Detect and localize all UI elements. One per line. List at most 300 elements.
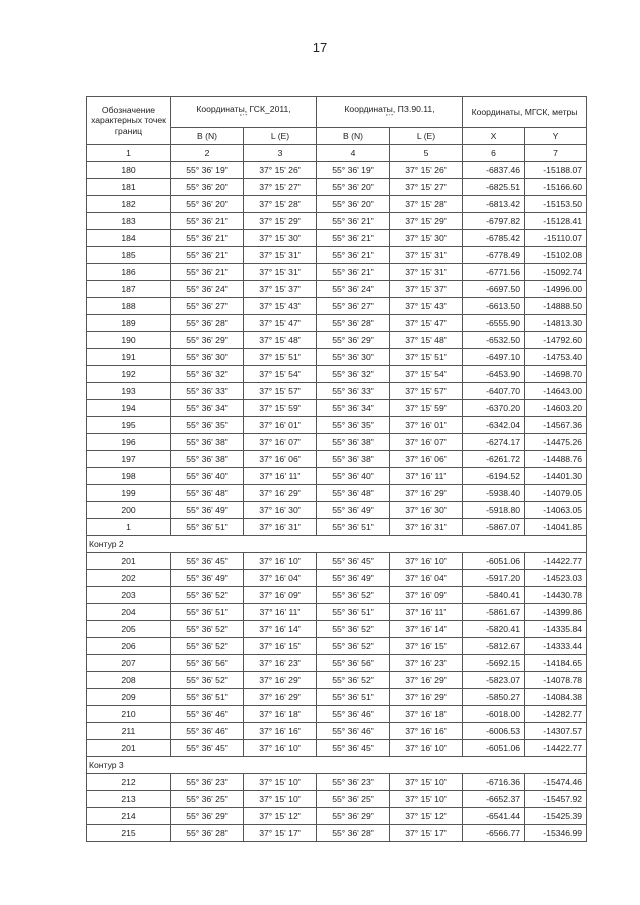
b-gsk-cell: 55° 36' 51" [171,604,244,621]
x-cell: -6194.52 [463,468,525,485]
point-id-cell: 215 [87,825,171,842]
point-id-cell: 192 [87,366,171,383]
l-gsk-cell: 37° 16' 15" [244,638,317,655]
header-b-pz: B (N) [317,128,390,145]
point-id-cell: 201 [87,740,171,757]
y-cell: -15346.99 [525,825,587,842]
y-cell: -14698.70 [525,366,587,383]
l-pz-cell: 37° 15' 54" [390,366,463,383]
point-id-cell: 211 [87,723,171,740]
l-pz-cell: 37° 16' 23" [390,655,463,672]
y-cell: -15188.07 [525,162,587,179]
l-pz-cell: 37° 16' 10" [390,740,463,757]
header-pz-90-11 [317,97,463,128]
b-pz-cell: 55° 36' 34" [317,400,390,417]
y-cell: -15425.39 [525,808,587,825]
table-row [87,723,587,740]
b-pz-cell: 55° 36' 48" [317,485,390,502]
point-id-cell: 185 [87,247,171,264]
y-cell: -15102.08 [525,247,587,264]
l-pz-cell: 37° 16' 11" [390,604,463,621]
l-pz-cell: 37° 15' 37" [390,281,463,298]
point-id-cell: 206 [87,638,171,655]
b-pz-cell: 55° 36' 51" [317,604,390,621]
l-gsk-cell: 37° 16' 29" [244,485,317,502]
x-cell: -6813.42 [463,196,525,213]
l-gsk-cell: 37° 15' 30" [244,230,317,247]
b-pz-cell: 55° 36' 21" [317,230,390,247]
table-row [87,553,587,570]
l-pz-cell: 37° 15' 47" [390,315,463,332]
point-id-cell: 184 [87,230,171,247]
table-row [87,468,587,485]
y-cell: -15166.60 [525,179,587,196]
x-cell: -5823.07 [463,672,525,689]
table-row [87,366,587,383]
l-gsk-cell: 37° 15' 26" [244,162,317,179]
b-gsk-cell: 55° 36' 21" [171,264,244,281]
table-row [87,740,587,757]
x-cell: -6261.72 [463,451,525,468]
header-pz-90-11-label: Координаты, ПЗ.90.11, [344,104,435,114]
table-row [87,281,587,298]
point-id-cell: 212 [87,774,171,791]
table-row [87,247,587,264]
point-id-cell: 1 [87,519,171,536]
b-gsk-cell: 55° 36' 35" [171,417,244,434]
b-gsk-cell: 55° 36' 21" [171,213,244,230]
table-row [87,638,587,655]
b-gsk-cell: 55° 36' 34" [171,400,244,417]
point-id-cell: 193 [87,383,171,400]
point-id-cell: 196 [87,434,171,451]
l-gsk-cell: 37° 15' 28" [244,196,317,213]
b-gsk-cell: 55° 36' 27" [171,298,244,315]
y-cell: -14603.20 [525,400,587,417]
header-y: Y [525,128,587,145]
b-pz-cell: 55° 36' 49" [317,502,390,519]
point-id-cell: 204 [87,604,171,621]
column-number: 2 [171,145,244,162]
b-pz-cell: 55° 36' 23" [317,774,390,791]
header-row-numbers [87,145,587,162]
point-id-cell: 208 [87,672,171,689]
point-id-cell: 180 [87,162,171,179]
header-gsk-2011 [171,97,317,128]
y-cell: -14475.26 [525,434,587,451]
header-l-gsk: L (E) [244,128,317,145]
b-pz-cell: 55° 36' 49" [317,570,390,587]
b-pz-cell: 55° 36' 38" [317,434,390,451]
b-pz-cell: 55° 36' 24" [317,281,390,298]
column-number: 7 [525,145,587,162]
x-cell: -6785.42 [463,230,525,247]
table-body [87,162,587,842]
point-id-cell: 197 [87,451,171,468]
b-pz-cell: 55° 36' 19" [317,162,390,179]
b-gsk-cell: 55° 36' 33" [171,383,244,400]
x-cell: -5938.40 [463,485,525,502]
x-cell: -5918.80 [463,502,525,519]
x-cell: -6342.04 [463,417,525,434]
l-pz-cell: 37° 16' 04" [390,570,463,587]
l-pz-cell: 37° 16' 15" [390,638,463,655]
y-cell: -14078.78 [525,672,587,689]
b-pz-cell: 55° 36' 30" [317,349,390,366]
table-row [87,570,587,587]
l-pz-cell: 37° 16' 14" [390,621,463,638]
b-pz-cell: 55° 36' 52" [317,587,390,604]
point-id-cell: 198 [87,468,171,485]
x-cell: -6825.51 [463,179,525,196]
l-gsk-cell: 37° 16' 11" [244,468,317,485]
table-row [87,264,587,281]
x-cell: -6370.20 [463,400,525,417]
point-id-cell: 191 [87,349,171,366]
b-pz-cell: 55° 36' 40" [317,468,390,485]
l-pz-cell: 37° 16' 07" [390,434,463,451]
y-cell: -14399.86 [525,604,587,621]
l-pz-cell: 37° 16' 29" [390,485,463,502]
b-gsk-cell: 55° 36' 46" [171,723,244,740]
b-gsk-cell: 55° 36' 29" [171,808,244,825]
y-cell: -14184.65 [525,655,587,672]
x-cell: -5850.27 [463,689,525,706]
y-cell: -14488.76 [525,451,587,468]
b-gsk-cell: 55° 36' 20" [171,179,244,196]
y-cell: -14523.03 [525,570,587,587]
l-pz-cell: 37° 16' 09" [390,587,463,604]
b-gsk-cell: 55° 36' 52" [171,638,244,655]
l-gsk-cell: 37° 16' 09" [244,587,317,604]
table-row [87,349,587,366]
l-pz-cell: 37° 16' 11" [390,468,463,485]
y-cell: -15153.50 [525,196,587,213]
table-row [87,179,587,196]
column-number: 5 [390,145,463,162]
x-cell: -6797.82 [463,213,525,230]
b-gsk-cell: 55° 36' 20" [171,196,244,213]
l-gsk-cell: 37° 15' 27" [244,179,317,196]
point-id-cell: 199 [87,485,171,502]
header-l-pz: L (E) [390,128,463,145]
table-row [87,604,587,621]
table-row [87,825,587,842]
y-cell: -14282.77 [525,706,587,723]
b-pz-cell: 55° 36' 35" [317,417,390,434]
b-pz-cell: 55° 36' 45" [317,553,390,570]
l-gsk-cell: 37° 16' 29" [244,672,317,689]
point-id-cell: 214 [87,808,171,825]
page-number: 17 [312,40,328,55]
x-cell: -5692.15 [463,655,525,672]
table-row [87,315,587,332]
l-pz-cell: 37° 15' 59" [390,400,463,417]
l-pz-cell: 37° 15' 12" [390,808,463,825]
b-gsk-cell: 55° 36' 24" [171,281,244,298]
point-id-cell: 190 [87,332,171,349]
column-number: 1 [87,145,171,162]
coordinates-table [86,96,587,842]
table-row [87,774,587,791]
l-gsk-cell: 37° 15' 29" [244,213,317,230]
l-gsk-cell: 37° 15' 43" [244,298,317,315]
header-pz-90-11-units: ° ' " [385,114,394,120]
x-cell: -5840.41 [463,587,525,604]
l-gsk-cell: 37° 15' 57" [244,383,317,400]
x-cell: -6716.36 [463,774,525,791]
l-gsk-cell: 37° 16' 30" [244,502,317,519]
l-pz-cell: 37° 16' 10" [390,553,463,570]
b-pz-cell: 55° 36' 29" [317,808,390,825]
y-cell: -14813.30 [525,315,587,332]
column-number: 4 [317,145,390,162]
l-gsk-cell: 37° 15' 10" [244,791,317,808]
l-gsk-cell: 37° 16' 18" [244,706,317,723]
l-gsk-cell: 37° 15' 31" [244,264,317,281]
x-cell: -6555.90 [463,315,525,332]
point-id-cell: 181 [87,179,171,196]
b-pz-cell: 55° 36' 28" [317,315,390,332]
l-pz-cell: 37° 16' 16" [390,723,463,740]
b-pz-cell: 55° 36' 56" [317,655,390,672]
b-pz-cell: 55° 36' 52" [317,638,390,655]
b-pz-cell: 55° 36' 45" [317,740,390,757]
y-cell: -14079.05 [525,485,587,502]
l-gsk-cell: 37° 16' 29" [244,689,317,706]
b-gsk-cell: 55° 36' 51" [171,689,244,706]
x-cell: -5917.20 [463,570,525,587]
l-pz-cell: 37° 15' 57" [390,383,463,400]
table-row [87,434,587,451]
l-gsk-cell: 37° 15' 10" [244,774,317,791]
b-gsk-cell: 55° 36' 28" [171,315,244,332]
l-gsk-cell: 37° 16' 04" [244,570,317,587]
l-gsk-cell: 37° 16' 16" [244,723,317,740]
l-gsk-cell: 37° 16' 23" [244,655,317,672]
point-id-cell: 210 [87,706,171,723]
table-row [87,587,587,604]
b-gsk-cell: 55° 36' 28" [171,825,244,842]
x-cell: -6006.53 [463,723,525,740]
table-row [87,808,587,825]
x-cell: -6566.77 [463,825,525,842]
header-point-designation: Обозначение характерных точек границ [87,97,171,145]
x-cell: -6407.70 [463,383,525,400]
point-id-cell: 187 [87,281,171,298]
b-gsk-cell: 55° 36' 19" [171,162,244,179]
contour-label: Контур 3 [87,757,587,774]
table-row [87,672,587,689]
point-id-cell: 183 [87,213,171,230]
l-pz-cell: 37° 16' 18" [390,706,463,723]
table-row [87,400,587,417]
x-cell: -5812.67 [463,638,525,655]
x-cell: -5820.41 [463,621,525,638]
header-gsk-2011-units: ° ' " [239,114,248,120]
y-cell: -15128.41 [525,213,587,230]
y-cell: -14041.85 [525,519,587,536]
b-pz-cell: 55° 36' 21" [317,247,390,264]
table-header [87,97,587,162]
l-gsk-cell: 37° 15' 47" [244,315,317,332]
x-cell: -6497.10 [463,349,525,366]
b-pz-cell: 55° 36' 28" [317,825,390,842]
point-id-cell: 200 [87,502,171,519]
table-row [87,230,587,247]
x-cell: -6697.50 [463,281,525,298]
b-pz-cell: 55° 36' 20" [317,179,390,196]
table-row [87,332,587,349]
l-gsk-cell: 37° 16' 01" [244,417,317,434]
b-gsk-cell: 55° 36' 49" [171,570,244,587]
b-pz-cell: 55° 36' 29" [317,332,390,349]
l-gsk-cell: 37° 16' 31" [244,519,317,536]
x-cell: -6778.49 [463,247,525,264]
b-gsk-cell: 55° 36' 40" [171,468,244,485]
l-pz-cell: 37° 16' 31" [390,519,463,536]
l-pz-cell: 37° 15' 27" [390,179,463,196]
l-gsk-cell: 37° 16' 07" [244,434,317,451]
b-pz-cell: 55° 36' 52" [317,621,390,638]
table-row [87,791,587,808]
x-cell: -5867.07 [463,519,525,536]
header-x: X [463,128,525,145]
l-pz-cell: 37° 16' 06" [390,451,463,468]
l-gsk-cell: 37° 15' 37" [244,281,317,298]
b-gsk-cell: 55° 36' 51" [171,519,244,536]
y-cell: -14430.78 [525,587,587,604]
l-gsk-cell: 37° 16' 14" [244,621,317,638]
contour-section-row [87,757,587,774]
l-pz-cell: 37° 15' 28" [390,196,463,213]
x-cell: -6541.44 [463,808,525,825]
x-cell: -6613.50 [463,298,525,315]
point-id-cell: 182 [87,196,171,213]
b-pz-cell: 55° 36' 38" [317,451,390,468]
y-cell: -14422.77 [525,553,587,570]
y-cell: -14643.00 [525,383,587,400]
table-row [87,706,587,723]
l-pz-cell: 37° 15' 48" [390,332,463,349]
l-pz-cell: 37° 15' 43" [390,298,463,315]
b-pz-cell: 55° 36' 27" [317,298,390,315]
l-gsk-cell: 37° 15' 59" [244,400,317,417]
table-row [87,689,587,706]
table-row [87,213,587,230]
column-number: 6 [463,145,525,162]
x-cell: -6771.56 [463,264,525,281]
header-mgsk: Координаты, МГСК, метры [463,97,587,128]
point-id-cell: 186 [87,264,171,281]
b-pz-cell: 55° 36' 46" [317,706,390,723]
table-row [87,298,587,315]
x-cell: -6453.90 [463,366,525,383]
l-pz-cell: 37° 16' 01" [390,417,463,434]
header-b-gsk: B (N) [171,128,244,145]
header-row-1 [87,97,587,128]
b-gsk-cell: 55° 36' 52" [171,621,244,638]
l-gsk-cell: 37° 16' 06" [244,451,317,468]
x-cell: -6532.50 [463,332,525,349]
table-row [87,621,587,638]
x-cell: -6274.17 [463,434,525,451]
l-pz-cell: 37° 15' 51" [390,349,463,366]
b-pz-cell: 55° 36' 25" [317,791,390,808]
b-pz-cell: 55° 36' 21" [317,264,390,281]
table-row [87,162,587,179]
b-gsk-cell: 55° 36' 49" [171,502,244,519]
l-pz-cell: 37° 16' 29" [390,672,463,689]
b-gsk-cell: 55° 36' 32" [171,366,244,383]
point-id-cell: 195 [87,417,171,434]
l-pz-cell: 37° 15' 17" [390,825,463,842]
y-cell: -14422.77 [525,740,587,757]
l-pz-cell: 37° 15' 10" [390,774,463,791]
l-gsk-cell: 37° 16' 11" [244,604,317,621]
l-gsk-cell: 37° 15' 12" [244,808,317,825]
table-row [87,417,587,434]
l-pz-cell: 37° 16' 30" [390,502,463,519]
l-gsk-cell: 37° 15' 31" [244,247,317,264]
l-gsk-cell: 37° 15' 51" [244,349,317,366]
point-id-cell: 194 [87,400,171,417]
x-cell: -5861.67 [463,604,525,621]
point-id-cell: 207 [87,655,171,672]
b-pz-cell: 55° 36' 20" [317,196,390,213]
point-id-cell: 205 [87,621,171,638]
b-gsk-cell: 55° 36' 45" [171,740,244,757]
b-pz-cell: 55° 36' 51" [317,689,390,706]
b-pz-cell: 55° 36' 32" [317,366,390,383]
l-gsk-cell: 37° 16' 10" [244,740,317,757]
l-pz-cell: 37° 15' 26" [390,162,463,179]
b-gsk-cell: 55° 36' 29" [171,332,244,349]
b-gsk-cell: 55° 36' 56" [171,655,244,672]
y-cell: -14567.36 [525,417,587,434]
l-gsk-cell: 37° 15' 54" [244,366,317,383]
y-cell: -14888.50 [525,298,587,315]
x-cell: -6051.06 [463,740,525,757]
contour-section-row [87,536,587,553]
contour-label: Контур 2 [87,536,587,553]
b-gsk-cell: 55° 36' 45" [171,553,244,570]
b-gsk-cell: 55° 36' 48" [171,485,244,502]
y-cell: -15110.07 [525,230,587,247]
table-row [87,196,587,213]
y-cell: -15457.92 [525,791,587,808]
l-gsk-cell: 37° 16' 10" [244,553,317,570]
y-cell: -14792.60 [525,332,587,349]
b-pz-cell: 55° 36' 21" [317,213,390,230]
y-cell: -15474.46 [525,774,587,791]
y-cell: -14307.57 [525,723,587,740]
table-row [87,383,587,400]
y-cell: -14063.05 [525,502,587,519]
b-pz-cell: 55° 36' 51" [317,519,390,536]
b-gsk-cell: 55° 36' 21" [171,247,244,264]
point-id-cell: 188 [87,298,171,315]
point-id-cell: 202 [87,570,171,587]
y-cell: -14333.44 [525,638,587,655]
b-gsk-cell: 55° 36' 52" [171,672,244,689]
l-pz-cell: 37° 15' 31" [390,264,463,281]
y-cell: -14753.40 [525,349,587,366]
table-row [87,655,587,672]
y-cell: -15092.74 [525,264,587,281]
b-pz-cell: 55° 36' 46" [317,723,390,740]
header-gsk-2011-label: Координаты, ГСК_2011, [196,104,291,114]
